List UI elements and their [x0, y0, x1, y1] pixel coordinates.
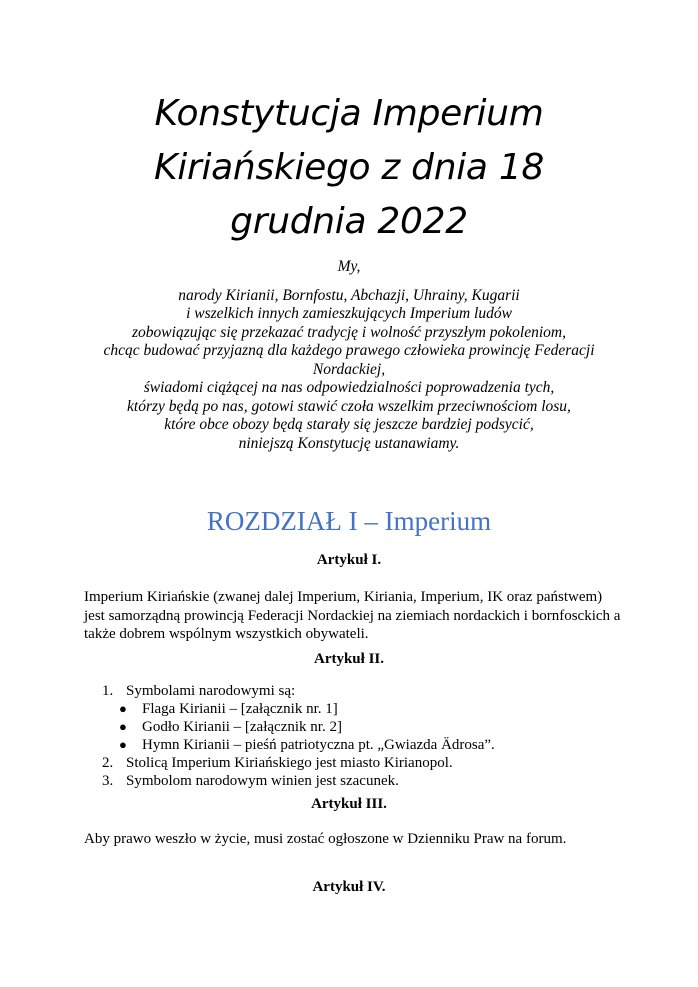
chapter-heading: ROZDZIAŁ I – Imperium	[206, 506, 492, 536]
bullet-item-text: Flaga Kirianii – [załącznik nr. 1]	[142, 701, 338, 717]
title-line: Konstytucja Imperium	[154, 93, 544, 134]
preamble-line: chcąc budować przyjazną dla każdego prawego człowieka prowincję Federacji	[103, 342, 595, 359]
list-item-text: Stolicą Imperium Kiriańskiego jest miasto Kirianopol.	[126, 755, 453, 771]
bullet-item	[84, 736, 644, 754]
preamble-line: które obce obozy będą starały się jeszcze bardziej podsycić,	[164, 416, 534, 433]
list-item	[84, 772, 644, 790]
preamble-line: którzy będą po nas, gotowi stawić czoła wszelkim przeciwnościom losu,	[127, 397, 571, 415]
preamble	[60, 258, 638, 453]
numbered-list	[84, 682, 644, 790]
list-item-number: 2.	[102, 755, 114, 771]
article-heading: Artykuł IV.	[312, 879, 386, 895]
bullet-item-text: Hymn Kirianii – pieśń patriotyczna pt. „Gwiazda Ädrosa”.	[142, 737, 495, 753]
bullet-item-text: Godło Kirianii – [załącznik nr. 2]	[142, 719, 342, 735]
title-line: Kiriańskiego z dnia 18	[153, 147, 545, 188]
preamble-line: narody Kirianii, Bornfostu, Abchazji, Uhrainy, Kugarii	[178, 286, 520, 304]
preamble-line: zobowiązując się przekazać tradycję i wolność przyszłym pokoleniom,	[132, 323, 566, 341]
list-item-text: Symbolom narodowym winien jest szacunek.	[126, 773, 399, 789]
list-item	[84, 682, 644, 700]
list-item-text: Symbolami narodowymi są:	[126, 683, 296, 699]
preamble-opening: My,	[337, 258, 361, 275]
title-line: grudnia 2022	[230, 201, 468, 242]
document-title	[0, 87, 698, 249]
article-heading: Artykuł II.	[313, 651, 384, 667]
preamble-line: Nordackiej,	[312, 360, 386, 378]
preamble-line: niniejszą Konstytucję ustanawiamy.	[238, 434, 460, 452]
bullet-item	[84, 700, 644, 718]
bullet-item	[84, 718, 644, 736]
article-text: Aby prawo weszło w życie, musi zostać ogłoszone w Dzienniku Praw na forum.	[84, 831, 567, 847]
bullet-icon: ●	[119, 737, 127, 752]
bullet-icon: ●	[119, 701, 127, 716]
list-item-number: 3.	[102, 773, 114, 789]
list-item	[84, 754, 644, 772]
article-heading: Artykuł I.	[316, 552, 382, 568]
preamble-line: i wszelkich innych zamieszkujących Imperium ludów	[186, 305, 512, 322]
article-text: Imperium Kiriańskie (zwanej dalej Imperium, Kiriania, Imperium, IK oraz państwem) jest samorządną prowincją Federacji Nordackiej na ziemiach nordackich i bornfosckich a także dobrem wspólnym wszystkich obywateli.	[84, 589, 621, 642]
article-heading: Artykuł III.	[311, 796, 387, 812]
preamble-line: świadomi ciążącej na nas odpowiedzialności poprowadzenia tych,	[143, 379, 555, 396]
list-item-number: 1.	[102, 683, 114, 699]
bullet-icon: ●	[119, 719, 127, 734]
